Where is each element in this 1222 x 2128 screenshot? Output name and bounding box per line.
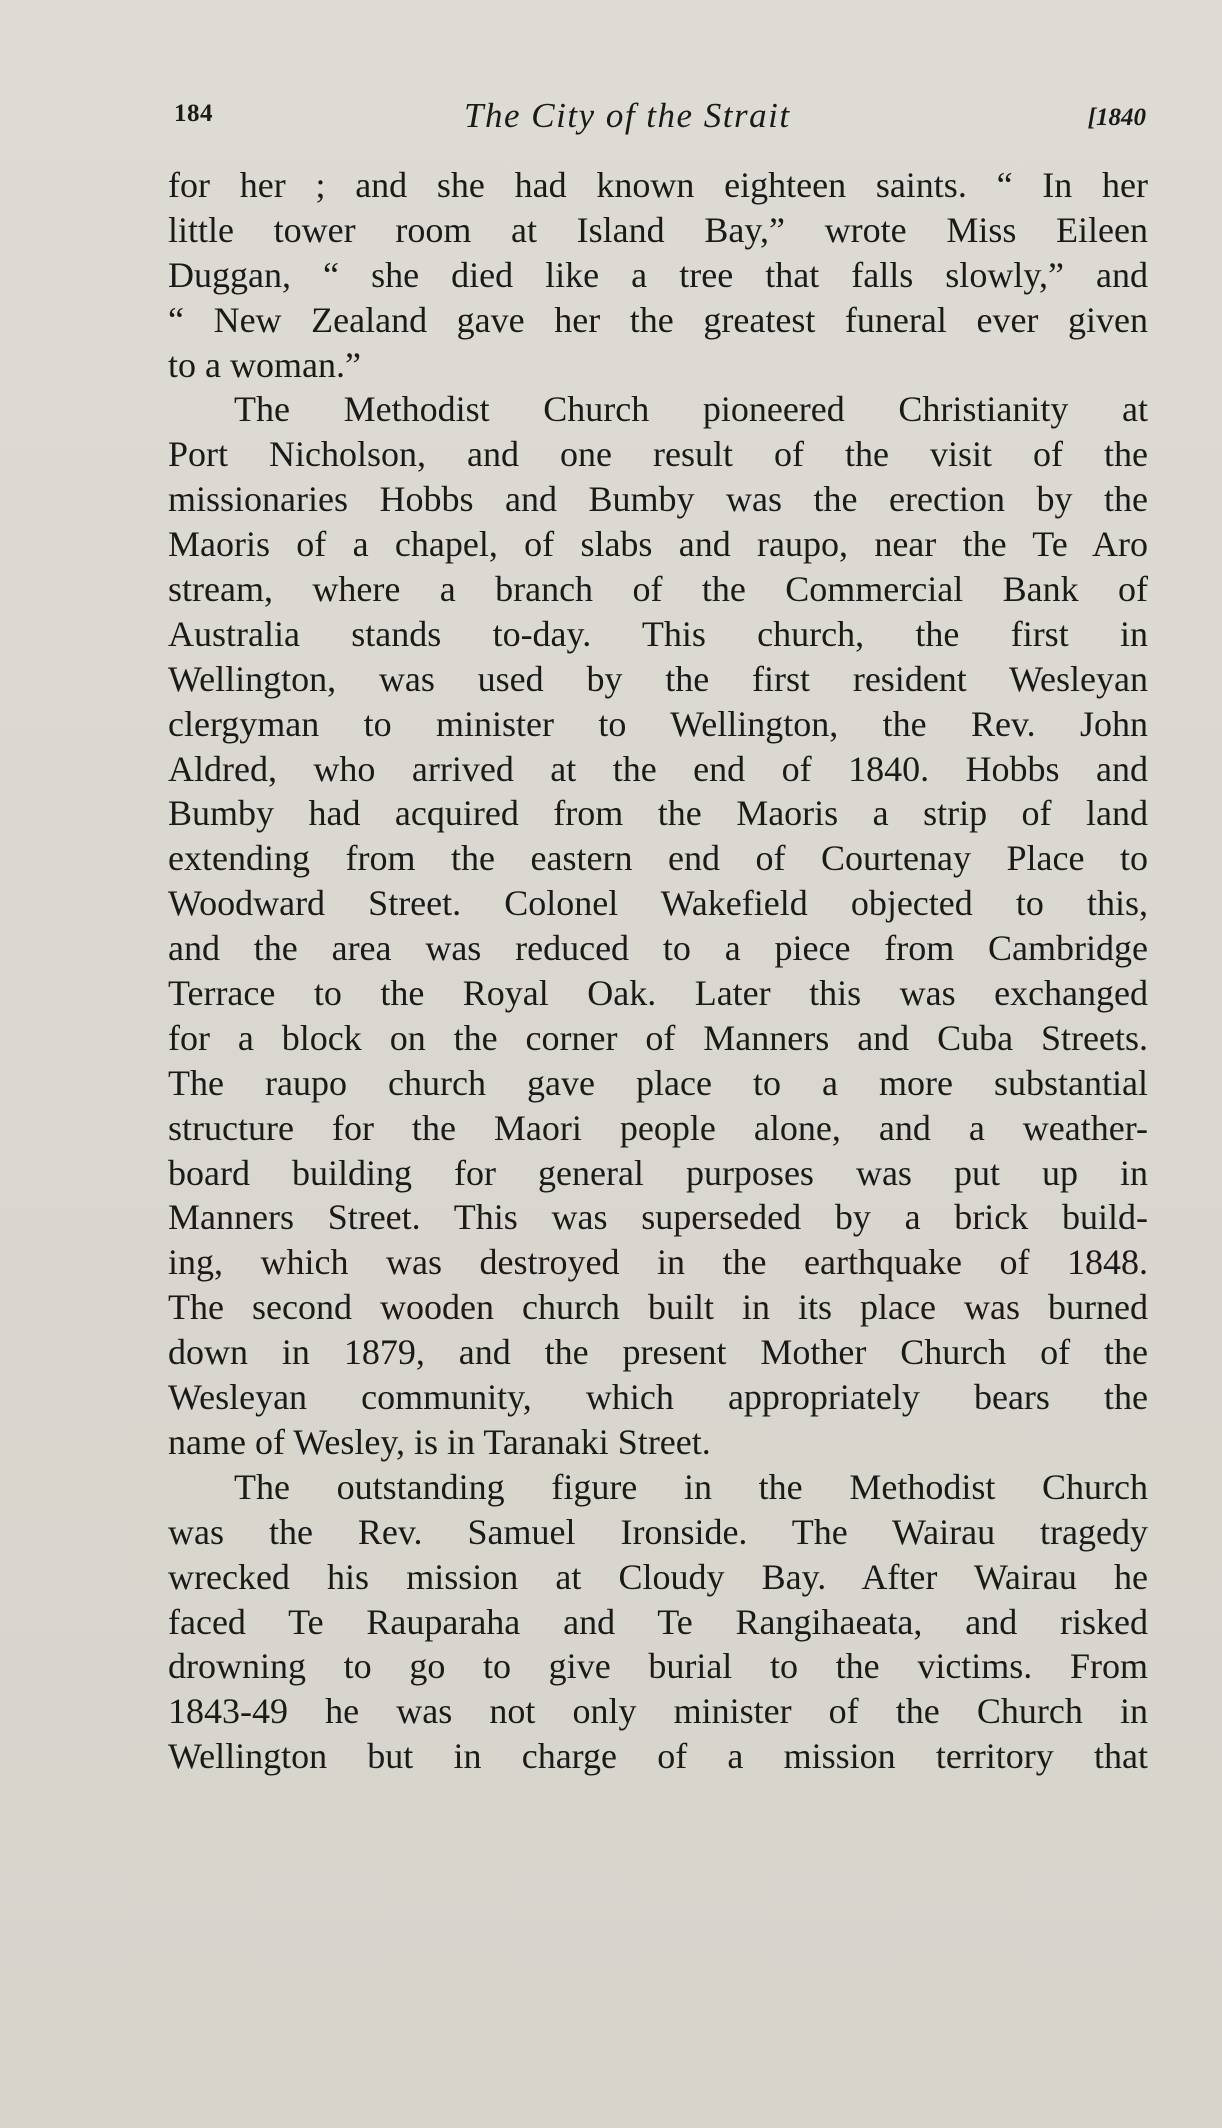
text-line: Terrace to the Royal Oak. Later this was exchanged xyxy=(168,973,1148,1014)
text-line: Woodward Street. Colonel Wakefield objected to this, xyxy=(168,883,1148,924)
running-year: [1840 xyxy=(1087,104,1146,131)
text-line: Maoris of a chapel, of slabs and raupo, near the Te Aro xyxy=(168,524,1148,565)
text-line: clergyman to minister to Wellington, the Rev. John xyxy=(168,703,1148,744)
text-line: for a block on the corner of Manners and Cuba Streets. xyxy=(168,1017,1148,1058)
text-line: missionaries Hobbs and Bumby was the erection by the xyxy=(168,479,1148,520)
running-head xyxy=(174,98,1146,142)
text-line: for her ; and she had known eighteen saints. “ In her xyxy=(168,165,1148,205)
text-line: stream, where a branch of the Commercial Bank of xyxy=(168,569,1148,610)
text-line: ing, which was destroyed in the earthquake of 1848. xyxy=(168,1242,1148,1283)
text-line: to a woman.” xyxy=(168,344,361,385)
text-line: name of Wesley, is in Taranaki Street. xyxy=(168,1421,711,1462)
text-line: The second wooden church built in its place was burned xyxy=(168,1287,1148,1328)
text-line: and the area was reduced to a piece from Cambridge xyxy=(168,928,1148,969)
text-line: Aldred, who arrived at the end of 1840. Hobbs and xyxy=(168,748,1148,789)
text-line: The outstanding figure in the Methodist Church xyxy=(234,1466,1148,1507)
text-line: drowning to go to give burial to the victims. From xyxy=(168,1646,1148,1687)
text-line: was the Rev. Samuel Ironside. The Wairau tragedy xyxy=(168,1511,1148,1552)
running-title: The City of the Strait xyxy=(464,96,791,135)
text-line: Wellington, was used by the first resident Wesleyan xyxy=(168,658,1148,699)
text-line: little tower room at Island Bay,” wrote Miss Eileen xyxy=(168,209,1148,250)
text-line: Port Nicholson, and one result of the visit of the xyxy=(168,434,1148,475)
text-line: wrecked his mission at Cloudy Bay. After Wairau he xyxy=(168,1556,1148,1597)
page-number: 184 xyxy=(174,100,213,127)
text-line: Australia stands to-day. This church, the first in xyxy=(168,613,1148,654)
text-line: The raupo church gave place to a more substantial xyxy=(168,1062,1148,1103)
body-text xyxy=(168,163,1148,1779)
text-line: “ New Zealand gave her the greatest funeral ever given xyxy=(168,299,1148,340)
text-line: Wesleyan community, which appropriately bears the xyxy=(168,1377,1148,1418)
paragraph xyxy=(168,1465,1148,1779)
text-line: Manners Street. This was superseded by a brick build- xyxy=(168,1197,1148,1238)
text-line: down in 1879, and the present Mother Church of the xyxy=(168,1332,1148,1373)
text-line: faced Te Rauparaha and Te Rangihaeata, and risked xyxy=(168,1601,1148,1642)
text-line: extending from the eastern end of Courtenay Place to xyxy=(168,838,1148,879)
text-line: board building for general purposes was put up in xyxy=(168,1152,1148,1193)
text-line: structure for the Maori people alone, and a weather- xyxy=(168,1107,1148,1148)
paragraph xyxy=(168,163,1148,387)
text-line: Duggan, “ she died like a tree that falls slowly,” and xyxy=(168,254,1148,295)
text-line: Bumby had acquired from the Maoris a strip of land xyxy=(168,793,1148,834)
text-line: The Methodist Church pioneered Christianity at xyxy=(234,389,1148,430)
paragraph xyxy=(168,387,1148,1464)
text-line: Wellington but in charge of a mission territory that xyxy=(168,1736,1148,1777)
text-line: 1843-49 he was not only minister of the Church in xyxy=(168,1691,1148,1732)
